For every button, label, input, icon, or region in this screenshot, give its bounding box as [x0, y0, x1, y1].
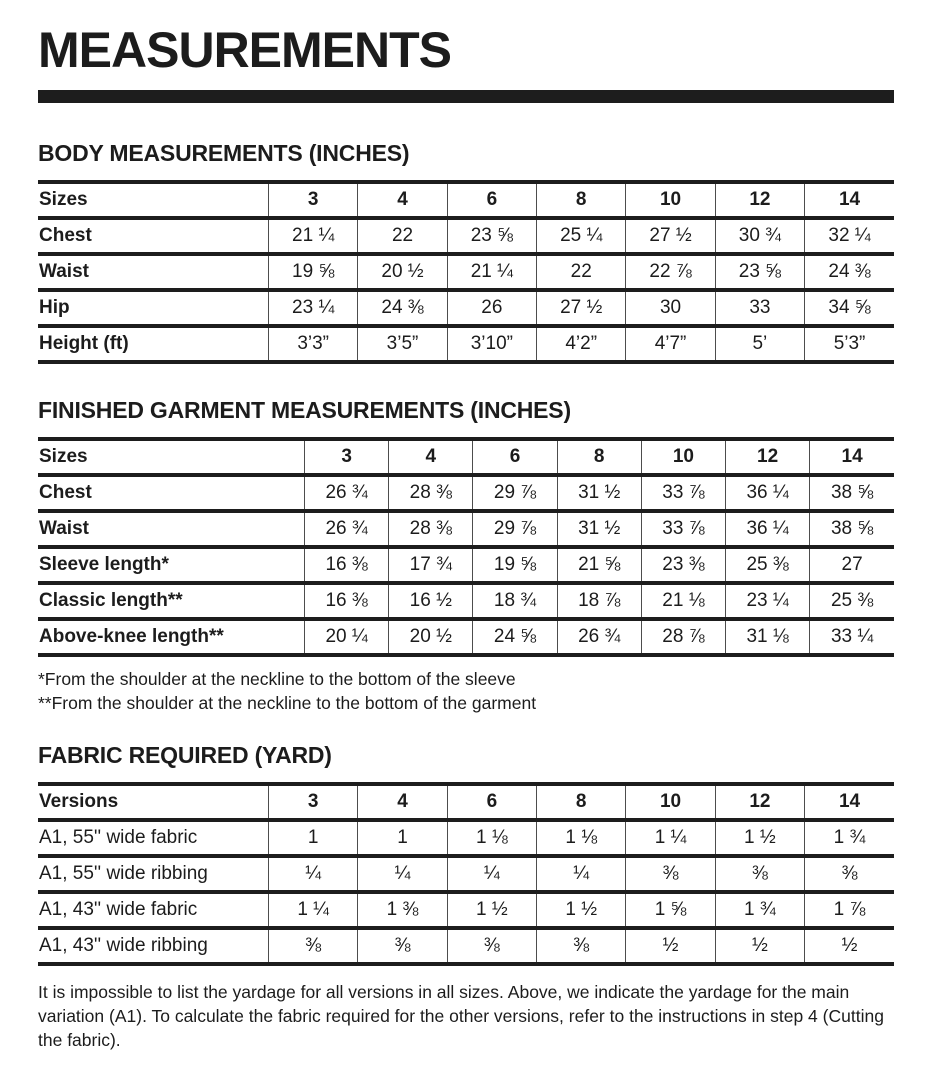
row-label: A1, 55'' wide fabric [38, 820, 269, 856]
value-cell: 1 ½ [537, 892, 626, 928]
value-cell: 4’2” [537, 326, 626, 362]
value-cell: 30 [626, 290, 715, 326]
value-cell: 1 ⅛ [447, 820, 536, 856]
row-label: Height (ft) [38, 326, 269, 362]
value-cell: 33 ⅞ [641, 475, 725, 511]
table-row [38, 218, 894, 254]
size-column-header: 8 [537, 784, 626, 820]
fabric-required-table [38, 782, 894, 966]
size-column-header: 3 [269, 784, 358, 820]
value-cell: 21 ⅝ [557, 547, 641, 583]
value-cell: 27 ½ [537, 290, 626, 326]
table-row [38, 254, 894, 290]
value-cell: 1 [269, 820, 358, 856]
yardage-note: It is impossible to list the yardage for all versions in all sizes. Above, we indicate the yardage for the main variation (A1). To calculate the fabric required for the other versions, refer to the instructions in step 4 (Cutting the fabric). [38, 982, 884, 1050]
size-column-header: 14 [805, 182, 894, 218]
value-cell: 31 ⅛ [726, 619, 810, 655]
value-cell: 1 ⅝ [626, 892, 715, 928]
value-cell: ½ [805, 928, 894, 964]
size-column-header: 12 [726, 439, 810, 475]
size-column-header: 8 [537, 182, 626, 218]
size-column-header: 10 [626, 182, 715, 218]
table-header-row [38, 439, 894, 475]
value-cell: 28 ⅞ [641, 619, 725, 655]
value-cell: 26 [447, 290, 536, 326]
size-column-header: 8 [557, 439, 641, 475]
size-column-header: 6 [473, 439, 557, 475]
size-column-header: 3 [305, 439, 389, 475]
value-cell: 30 ¾ [715, 218, 804, 254]
size-column-header: 14 [810, 439, 894, 475]
value-cell: ½ [715, 928, 804, 964]
value-cell: 16 ⅜ [305, 583, 389, 619]
size-column-header: 4 [389, 439, 473, 475]
value-cell: 22 [537, 254, 626, 290]
value-cell: 29 ⅞ [473, 475, 557, 511]
value-cell: 33 ⅞ [641, 511, 725, 547]
value-cell: 1 ⅛ [537, 820, 626, 856]
size-column-header: 6 [447, 784, 536, 820]
value-cell: 36 ¼ [726, 475, 810, 511]
value-cell: 23 ⅝ [715, 254, 804, 290]
table-header-row [38, 784, 894, 820]
value-cell: 34 ⅝ [805, 290, 894, 326]
value-cell: 22 [358, 218, 447, 254]
table-row [38, 856, 894, 892]
row-label: Sleeve length* [38, 547, 305, 583]
row-label: Chest [38, 475, 305, 511]
size-column-header: 14 [805, 784, 894, 820]
value-cell: 33 [715, 290, 804, 326]
size-column-header: 3 [269, 182, 358, 218]
table-row [38, 583, 894, 619]
value-cell: 20 ¼ [305, 619, 389, 655]
value-cell: ⅜ [269, 928, 358, 964]
value-cell: 36 ¼ [726, 511, 810, 547]
table-row [38, 892, 894, 928]
row-label: A1, 55'' wide ribbing [38, 856, 269, 892]
value-cell: 1 ¼ [269, 892, 358, 928]
footnote-garment: **From the shoulder at the neckline to the bottom of the garment [38, 693, 537, 713]
table-row [38, 511, 894, 547]
table-row [38, 820, 894, 856]
value-cell: 5’3” [805, 326, 894, 362]
value-cell: 21 ¼ [269, 218, 358, 254]
value-cell: 19 ⅝ [269, 254, 358, 290]
value-cell: 3’5” [358, 326, 447, 362]
value-cell: 27 [810, 547, 894, 583]
value-cell: ¼ [537, 856, 626, 892]
finished-garment-heading: FINISHED GARMENT MEASUREMENTS (INCHES) [38, 397, 571, 423]
size-column-header: 12 [715, 182, 804, 218]
body-measurements-heading: BODY MEASUREMENTS (INCHES) [38, 140, 410, 166]
value-cell: 1 ¾ [715, 892, 804, 928]
value-cell: ⅜ [537, 928, 626, 964]
value-cell: 26 ¾ [557, 619, 641, 655]
value-cell: 1 ⅜ [358, 892, 447, 928]
row-label-header: Sizes [38, 182, 269, 218]
value-cell: ⅜ [626, 856, 715, 892]
value-cell: 23 ⅝ [447, 218, 536, 254]
page-title: MEASUREMENTS [38, 22, 452, 78]
value-cell: 18 ⅞ [557, 583, 641, 619]
value-cell: 28 ⅜ [389, 511, 473, 547]
value-cell: 38 ⅝ [810, 511, 894, 547]
row-label-header: Sizes [38, 439, 305, 475]
value-cell: 1 ¾ [805, 820, 894, 856]
value-cell: ⅜ [715, 856, 804, 892]
value-cell: ⅜ [447, 928, 536, 964]
table-row [38, 326, 894, 362]
value-cell: 1 ⅞ [805, 892, 894, 928]
row-label: Classic length** [38, 583, 305, 619]
value-cell: 25 ⅜ [810, 583, 894, 619]
value-cell: 23 ¼ [726, 583, 810, 619]
value-cell: 18 ¾ [473, 583, 557, 619]
row-label: Waist [38, 254, 269, 290]
size-column-header: 4 [358, 784, 447, 820]
value-cell: 33 ¼ [810, 619, 894, 655]
body-measurements-table [38, 180, 894, 364]
fabric-required-heading: FABRIC REQUIRED (YARD) [38, 742, 332, 768]
value-cell: 23 ¼ [269, 290, 358, 326]
value-cell: 24 ⅝ [473, 619, 557, 655]
value-cell: 22 ⅞ [626, 254, 715, 290]
value-cell: 31 ½ [557, 475, 641, 511]
value-cell: 24 ⅜ [805, 254, 894, 290]
value-cell: 4’7” [626, 326, 715, 362]
table-row [38, 290, 894, 326]
value-cell: 17 ¾ [389, 547, 473, 583]
value-cell: 16 ⅜ [305, 547, 389, 583]
size-column-header: 4 [358, 182, 447, 218]
table-row [38, 547, 894, 583]
value-cell: 1 ½ [447, 892, 536, 928]
footnotes [38, 667, 894, 715]
value-cell: 1 ¼ [626, 820, 715, 856]
size-column-header: 10 [641, 439, 725, 475]
table-row [38, 475, 894, 511]
value-cell: 32 ¼ [805, 218, 894, 254]
value-cell: 26 ¾ [305, 475, 389, 511]
value-cell: 31 ½ [557, 511, 641, 547]
row-label: Chest [38, 218, 269, 254]
value-cell: ⅜ [805, 856, 894, 892]
value-cell: 27 ½ [626, 218, 715, 254]
value-cell: 23 ⅜ [641, 547, 725, 583]
value-cell: 29 ⅞ [473, 511, 557, 547]
value-cell: 26 ¾ [305, 511, 389, 547]
value-cell: 38 ⅝ [810, 475, 894, 511]
value-cell: 20 ½ [358, 254, 447, 290]
row-label: A1, 43'' wide fabric [38, 892, 269, 928]
footnote-sleeve: *From the shoulder at the neckline to the bottom of the sleeve [38, 669, 516, 689]
value-cell: ½ [626, 928, 715, 964]
value-cell: 19 ⅝ [473, 547, 557, 583]
row-label: Above-knee length** [38, 619, 305, 655]
value-cell: ¼ [447, 856, 536, 892]
value-cell: 28 ⅜ [389, 475, 473, 511]
value-cell: ¼ [358, 856, 447, 892]
row-label: Hip [38, 290, 269, 326]
value-cell: 25 ⅜ [726, 547, 810, 583]
size-column-header: 12 [715, 784, 804, 820]
value-cell: 1 [358, 820, 447, 856]
table-row [38, 928, 894, 964]
value-cell: 25 ¼ [537, 218, 626, 254]
row-label: A1, 43'' wide ribbing [38, 928, 269, 964]
value-cell: ⅜ [358, 928, 447, 964]
size-column-header: 10 [626, 784, 715, 820]
value-cell: 20 ½ [389, 619, 473, 655]
row-label: Waist [38, 511, 305, 547]
value-cell: 5’ [715, 326, 804, 362]
finished-garment-table [38, 437, 894, 657]
title-divider-bar [38, 90, 894, 103]
table-header-row [38, 182, 894, 218]
value-cell: 1 ½ [715, 820, 804, 856]
value-cell: 21 ⅛ [641, 583, 725, 619]
value-cell: 3’10” [447, 326, 536, 362]
value-cell: ¼ [269, 856, 358, 892]
table-row [38, 619, 894, 655]
value-cell: 21 ¼ [447, 254, 536, 290]
value-cell: 24 ⅜ [358, 290, 447, 326]
size-column-header: 6 [447, 182, 536, 218]
row-label-header: Versions [38, 784, 269, 820]
value-cell: 3’3” [269, 326, 358, 362]
value-cell: 16 ½ [389, 583, 473, 619]
